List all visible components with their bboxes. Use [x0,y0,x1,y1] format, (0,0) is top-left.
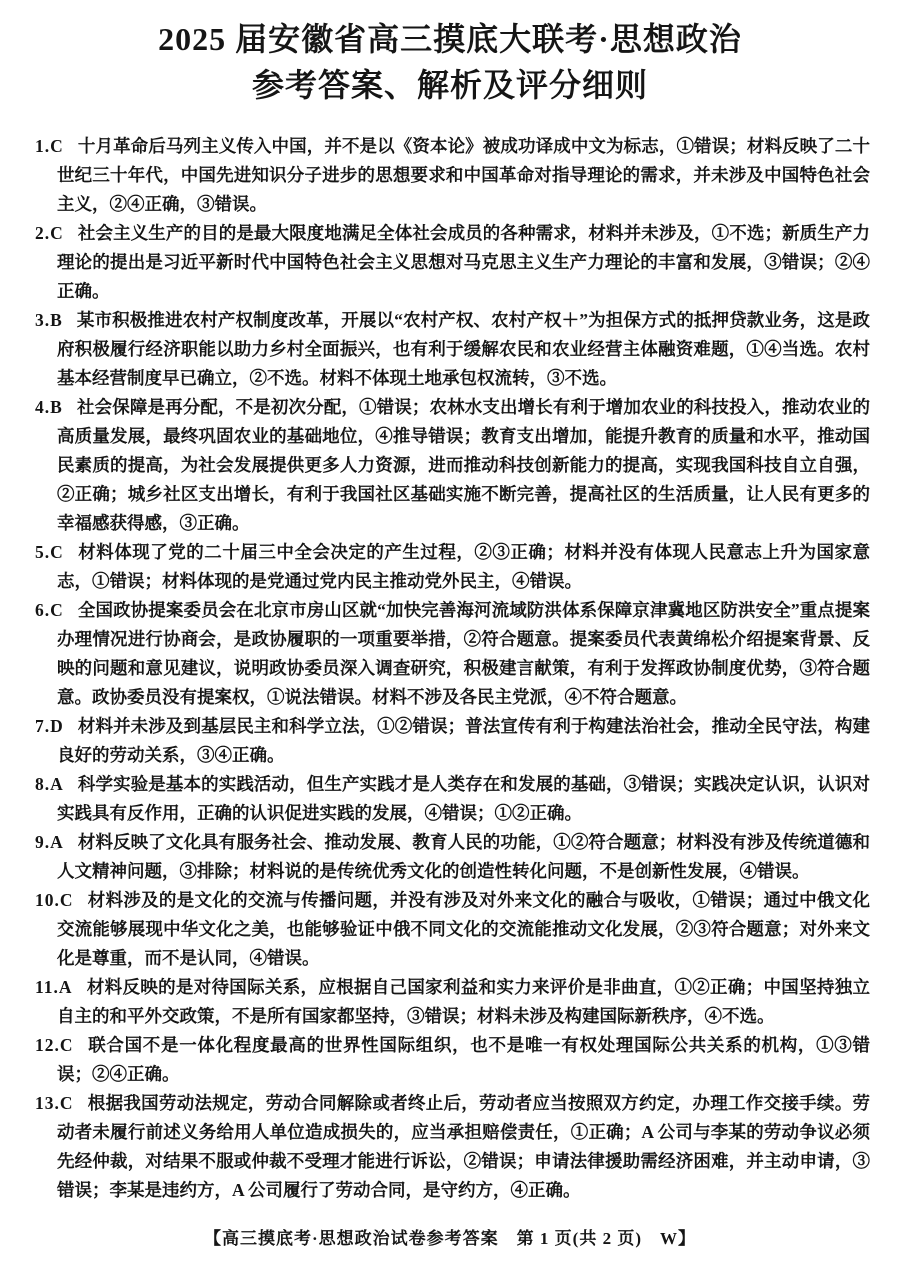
answer-item-12 [35,1031,870,1089]
answer-label-8: 8.A [35,774,64,794]
answer-text-4: 社会保障是再分配，不是初次分配，①错误；农林水支出增长有利于增加农业的科技投入，推动农业的高质量发展，最终巩固农业的基础地位，④推导错误；教育支出增加，能提升教育的质量和水平，推动国民素质的提高，为社会发展提供更多人力资源，进而推动科技创新能力的提高，实现我国科技自立自强，②正确；城乡社区支出增长，有利于我国社区基础实施不断完善，提高社区的生活质量，让人民有更多的幸福感获得感，③正确。 [57,397,870,533]
page-title-line1: 2025 届安徽省高三摸底大联考·思想政治 [158,21,742,57]
answer-label-10: 10.C [35,890,74,910]
page-title [0,0,900,108]
answer-label-5: 5.C [35,542,64,562]
answer-item-5 [35,538,870,596]
answer-text-1: 十月革命后马列主义传入中国，并不是以《资本论》被成功译成中文为标志，①错误；材料反映了二十世纪三十年代，中国先进知识分子进步的思想要求和中国革命对指导理论的需求，并未涉及中国特色社会主义，②④正确，③错误。 [57,136,870,214]
answer-label-13: 13.C [35,1093,74,1113]
answer-label-6: 6.C [35,600,64,620]
answer-label-4: 4.B [35,397,63,417]
answer-label-2: 2.C [35,223,64,243]
answer-label-9: 9.A [35,832,64,852]
answer-label-3: 3.B [35,310,63,330]
answer-item-1 [35,132,870,219]
answer-text-6: 全国政协提案委员会在北京市房山区就“加快完善海河流域防洪体系保障京津冀地区防洪安全”重点提案办理情况进行协商会，是政协履职的一项重要举措，②符合题意。提案委员代表黄绵松介绍提案背景、反映的问题和意见建议，说明政协委员深入调查研究，积极建言献策，有利于发挥政协制度优势，③符合题意。政协委员没有提案权，①说法错误。材料不涉及各民主党派，④不符合题意。 [57,600,870,707]
page-title-line2: 参考答案、解析及评分细则 [251,67,648,103]
answer-item-8 [35,770,870,828]
answer-item-2 [35,219,870,306]
answer-text-5: 材料体现了党的二十届三中全会决定的产生过程，②③正确；材料并没有体现人民意志上升为国家意志，①错误；材料体现的是党通过党内民主推动党外民主，④错误。 [57,542,870,591]
answer-text-9: 材料反映了文化具有服务社会、推动发展、教育人民的功能，①②符合题意；材料没有涉及传统道德和人文精神问题，③排除；材料说的是传统优秀文化的创造性转化问题，不是创新性发展，④错误。 [57,832,870,881]
page-footer: 【高三摸底考·思想政治试卷参考答案 第 1 页(共 2 页) W】 [204,1229,696,1248]
answers-list [35,132,870,1205]
answer-item-3 [35,306,870,393]
answer-text-12: 联合国不是一体化程度最高的世界性国际组织，也不是唯一有权处理国际公共关系的机构，①③错误；②④正确。 [57,1035,870,1084]
answer-item-6 [35,596,870,712]
answer-text-8: 科学实验是基本的实践活动，但生产实践才是人类存在和发展的基础，③错误；实践决定认识，认识对实践具有反作用，正确的认识促进实践的发展，④错误；①②正确。 [57,774,870,823]
answer-label-12: 12.C [35,1035,74,1055]
answer-item-9 [35,828,870,886]
answer-text-3: 某市积极推进农村产权制度改革，开展以“农村产权、农村产权＋”为担保方式的抵押贷款业务，这是政府积极履行经济职能以助力乡村全面振兴，也有利于缓解农民和农业经营主体融资难题，①④当选。农村基本经营制度早已确立，②不选。材料不体现土地承包权流转，③不选。 [57,310,870,388]
answer-item-10 [35,886,870,973]
answer-item-11 [35,973,870,1031]
answer-text-2: 社会主义生产的目的是最大限度地满足全体社会成员的各种需求，材料并未涉及，①不选；新质生产力理论的提出是习近平新时代中国特色社会主义思想对马克思主义生产力理论的丰富和发展，③错误；②④正确。 [57,223,870,301]
answer-label-7: 7.D [35,716,64,736]
answer-text-13: 根据我国劳动法规定，劳动合同解除或者终止后，劳动者应当按照双方约定，办理工作交接手续。劳动者未履行前述义务给用人单位造成损失的，应当承担赔偿责任，①正确；A 公司与李某的劳动争议必须先经仲裁，对结果不服或仲裁不受理才能进行诉讼，②错误；申请法律援助需经济困难，并主动申请，③错误；李某是违约方，A 公司履行了劳动合同，是守约方，④正确。 [57,1093,870,1200]
answer-item-4 [35,393,870,538]
answer-text-7: 材料并未涉及到基层民主和科学立法，①②错误；普法宣传有利于构建法治社会，推动全民守法，构建良好的劳动关系，③④正确。 [57,716,870,765]
answer-text-10: 材料涉及的是文化的交流与传播问题，并没有涉及对外来文化的融合与吸收，①错误；通过中俄文化交流能够展现中华文化之美，也能够验证中俄不同文化的交流能推动文化发展，②③符合题意；对外来文化是尊重，而不是认同，④错误。 [57,890,870,968]
answer-item-13 [35,1089,870,1205]
answer-label-11: 11.A [35,977,73,997]
answer-text-11: 材料反映的是对待国际关系，应根据自己国家利益和实力来评价是非曲直，①②正确；中国坚持独立自主的和平外交政策，不是所有国家都坚持，③错误；材料未涉及构建国际新秩序，④不选。 [57,977,870,1026]
answer-item-7 [35,712,870,770]
answer-label-1: 1.C [35,136,64,156]
